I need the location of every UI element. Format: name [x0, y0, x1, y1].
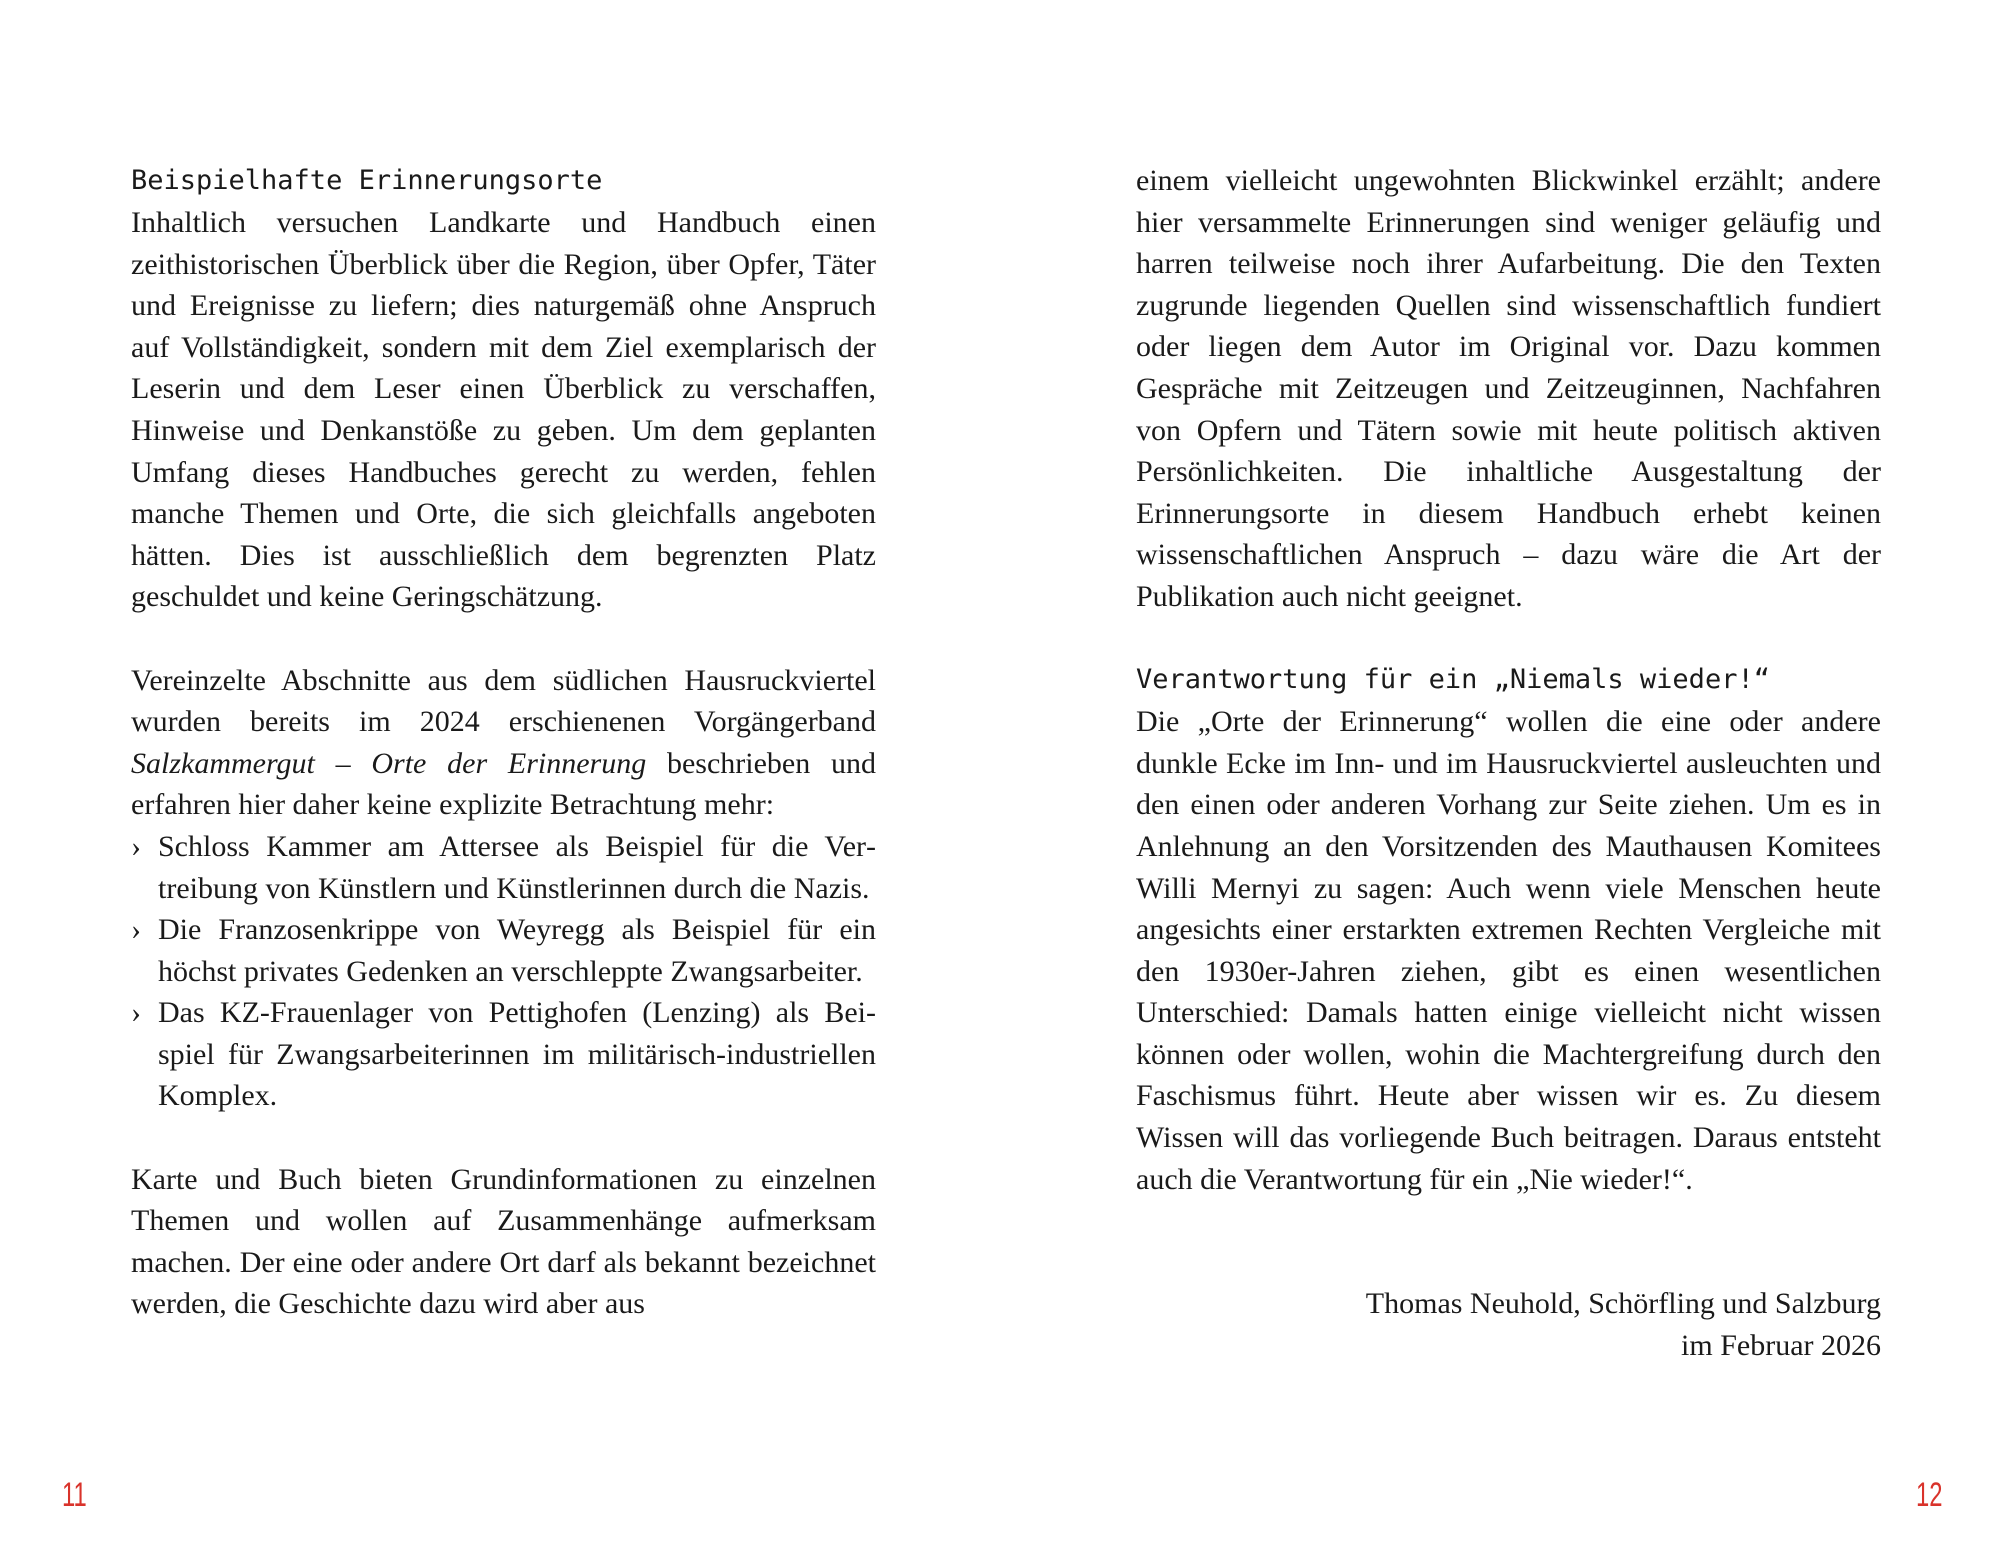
section-heading-verantwortung: Verantwortung für ein „Niemals wieder!“	[1136, 664, 1770, 696]
paragraph-text-a: Vereinzelte Abschnitte aus dem südlichen Hausruckviertel wurden bereits im 2024 erschienenen Vorgängerband	[131, 663, 876, 739]
author-signature	[1136, 1283, 1881, 1366]
book-title-italic: Salzkammergut – Orte der Erinnerung	[131, 746, 647, 780]
list-item-text: Die Franzosenkrippe von Weyregg als Beispiel für ein höchst privates Gedenken an verschleppte Zwangsarbeiter.	[158, 913, 876, 988]
paragraph-previous-volume	[131, 660, 876, 826]
list-item-text: Schloss Kammer am Attersee als Beispiel für die Vertreibung von Künstlern und Künstlerinnen durch die Nazis.	[158, 829, 876, 905]
example-list	[131, 826, 876, 1117]
signature-line-1: Thomas Neuhold, Schörfling und Salzburg	[1365, 1287, 1881, 1321]
right-page-column	[1136, 160, 1881, 1367]
paragraph-intro: Inhaltlich versuchen Landkarte und Handbuch einen zeithistorischen Überblick über die Region, über Opfer, Täter und Ereignisse zu liefern; dies naturgemäß ohne Anspruch auf Vollständigkeit, sondern mit dem Ziel exemplarisch der Leserin und dem Leser einen Überblick zu verschaffen, Hinweise und Denkanstöße zu geben. Um dem geplanten Umfang dieses Handbuches gerecht zu werden, fehlen manche Themen und Orte, die sich gleichfalls angeboten hätten. Dies ist ausschließlich dem begrenzten Platz geschuldet und keine Geringschätzung.	[131, 206, 876, 614]
paragraph-gap	[131, 618, 876, 660]
bullet-chevron-icon: ›	[131, 996, 141, 1030]
page-number-left: 11	[62, 1476, 87, 1514]
list-item	[131, 909, 876, 992]
section-heading-erinnerungsorte: Beispielhafte Erinnerungsorte	[131, 165, 603, 196]
paragraph-responsibility: Die „Orte der Erinnerung“ wollen die eine oder andere dunkle Ecke im Inn- und im Hausruckviertel ausleuchten und den einen oder anderen Vorhang zur Seite ziehen. Um es in Anlehnung an den Vorsitzenden des Mauthausen Komitees Willi Mernyi zu sagen: Auch wenn viele Menschen heute angesichts einer erstarkten extremen Rechten Vergleiche mit den 1930er-Jahren ziehen, gibt es einen wesentlichen Unterschied: Damals hatten einige vielleicht nicht wissen können oder wollen, wohin die Machtergreifung durch den Faschismus führt. Heute aber wissen wir es. Zu diesem Wissen will das vorliegende Buch beitragen. Daraus entsteht auch die Verantwortung für ein „Nie wieder!“.	[1136, 705, 1881, 1196]
list-item	[131, 826, 876, 909]
list-item	[131, 992, 876, 1117]
paragraph-gap	[1136, 1200, 1881, 1242]
paragraph-map-and-book: Karte und Buch bieten Grundinformationen zu einzelnen Themen und wollen auf Zusammenhänge aufmerksam machen. Der eine oder andere Ort darf als bekannt bezeichnet werden, die Geschichte dazu wird aber aus	[131, 1162, 876, 1321]
paragraph-gap	[1136, 618, 1881, 660]
paragraph-gap	[1136, 1242, 1881, 1284]
paragraph-text-b: beschrieben und erfahren hier daher keine explizite Betrachtung mehr:	[131, 746, 876, 822]
page-number-right: 12	[1916, 1476, 1943, 1514]
paragraph-continuation: einem vielleicht ungewohnten Blickwinkel erzählt; andere hier versammelte Erinnerungen sind weniger geläufig und harren teilweise noch ihrer Aufarbeitung. Die den Texten zugrunde liegenden Quellen sind wissenschaftlich fundiert oder liegen dem Autor im Original vor. Dazu kommen Gespräche mit Zeitzeugen und Zeitzeuginnen, Nachfahren von Opfern und Tätern sowie mit heute politisch aktiven Persönlichkeiten. Die inhaltliche Ausgestaltung der Erinnerungsorte in diesem Handbuch erhebt keinen wissenschaftlichen Anspruch – dazu wäre die Art der Publikation auch nicht geeignet.	[1136, 164, 1881, 613]
signature-line-2: im Februar 2026	[1681, 1329, 1881, 1363]
bullet-chevron-icon: ›	[131, 913, 141, 947]
list-item-text: Das KZ-Frauenlager von Pettighofen (Lenzing) als Beispiel für Zwangsarbeiterinnen im militärisch-industriellen Komplex.	[158, 996, 876, 1113]
bullet-chevron-icon: ›	[131, 829, 141, 863]
paragraph-gap	[131, 1117, 876, 1159]
left-page-column	[131, 160, 876, 1325]
